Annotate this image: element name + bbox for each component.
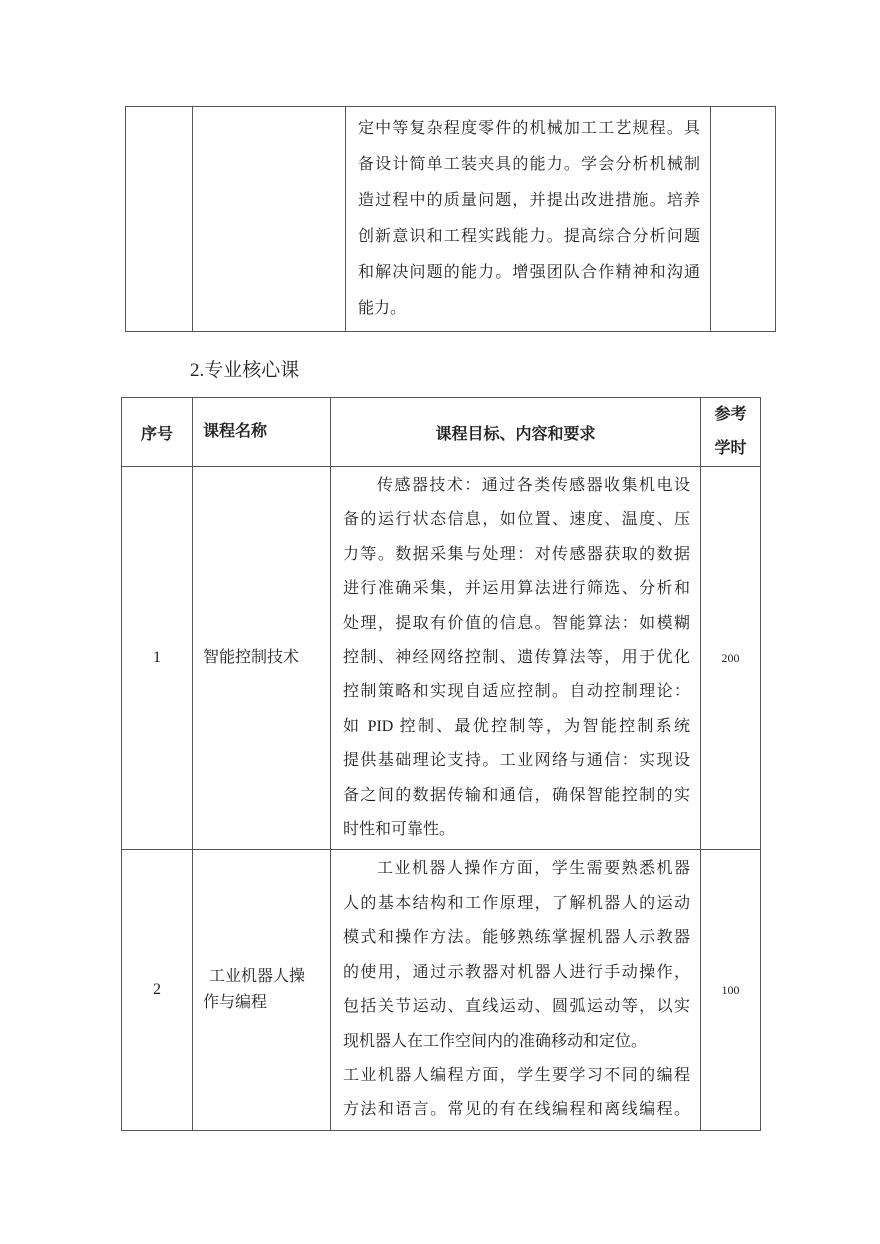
content-line: 提供基础理论支持。工业网络与通信：实现设 (343, 752, 690, 770)
content-line: 备设计简单工装夹具的能力。学会分析机械制 (358, 156, 700, 173)
table-row (126, 107, 776, 332)
table-row (122, 467, 761, 850)
name-line: 工业机器人操 (209, 968, 306, 986)
header-index: 序号 (122, 398, 193, 467)
header-name: 课程名称 (193, 398, 331, 467)
content-line: 人的基本结构和工作原理，了解机器人的运动 (343, 894, 690, 912)
content-line: 方法和语言。常见的有在线编程和离线编程。 (343, 1101, 690, 1119)
content-line: 控制策略和实现自适应控制。自动控制理论： (343, 683, 690, 701)
content-line: 现机器人在工作空间内的准确移动和定位。 (343, 1032, 648, 1050)
table-row (122, 850, 761, 1130)
index-cell (126, 107, 193, 332)
content-line: 包括关节运动、直线运动、圆弧运动等，以实 (343, 998, 690, 1016)
content-line: 备之间的数据传输和通信，确保智能控制的实 (343, 786, 690, 804)
content-line: 备的运行状态信息，如位置、速度、温度、压 (343, 511, 690, 529)
content-line: 时性和可靠性。 (343, 821, 456, 839)
name-cell (193, 850, 331, 1130)
index-cell: 2 (122, 850, 193, 1130)
hours-cell (711, 107, 776, 332)
content-line: 和解决问题的能力。增强团队合作精神和沟通 (358, 264, 700, 281)
core-course-table (121, 397, 761, 1131)
content-line: 力等。数据采集与处理：对传感器获取的数据 (343, 545, 690, 563)
content-line: 造过程中的质量问题，并提出改进措施。培养 (358, 192, 700, 209)
hours-cell: 100 (701, 850, 761, 1130)
content-line: 能力。 (358, 300, 407, 317)
content-line: 创新意识和工程实践能力。提高综合分析问题 (358, 228, 700, 245)
header-hours-line1: 参考 (714, 406, 747, 423)
section-heading: 2.专业核心课 (190, 360, 300, 381)
content-line: 如 PID 控制、最优控制等，为智能控制系统 (343, 717, 690, 735)
content-line: 工业机器人操作方面，学生需要熟悉机器 (377, 860, 690, 878)
table-header-row (122, 398, 761, 467)
header-content: 课程目标、内容和要求 (331, 398, 701, 467)
previous-course-table-continuation (125, 106, 776, 332)
content-line: 工业机器人编程方面，学生要学习不同的编程 (343, 1066, 690, 1084)
content-line: 模式和操作方法。能够熟练掌握机器人示教器 (343, 929, 690, 947)
content-line: 进行准确采集，并运用算法进行筛选、分析和 (343, 580, 690, 598)
content-line: 传感器技术：通过各类传感器收集机电设 (377, 477, 690, 494)
content-cell (331, 850, 701, 1130)
content-line: 控制、神经网络控制、遗传算法等，用于优化 (343, 649, 690, 667)
hours-cell: 200 (701, 467, 761, 850)
header-hours (701, 398, 761, 467)
name-cell (193, 107, 346, 332)
content-cell (346, 107, 711, 332)
content-line: 定中等复杂程度零件的机械加工工艺规程。具 (358, 120, 700, 137)
name-cell: 智能控制技术 (193, 467, 331, 850)
index-cell: 1 (122, 467, 193, 850)
content-line: 处理，提取有价值的信息。智能算法：如模糊 (343, 614, 690, 632)
header-hours-line2: 学时 (714, 440, 747, 457)
name-line: 作与编程 (203, 994, 268, 1012)
content-line: 的使用，通过示教器对机器人进行手动操作， (343, 963, 690, 981)
content-cell (331, 467, 701, 850)
